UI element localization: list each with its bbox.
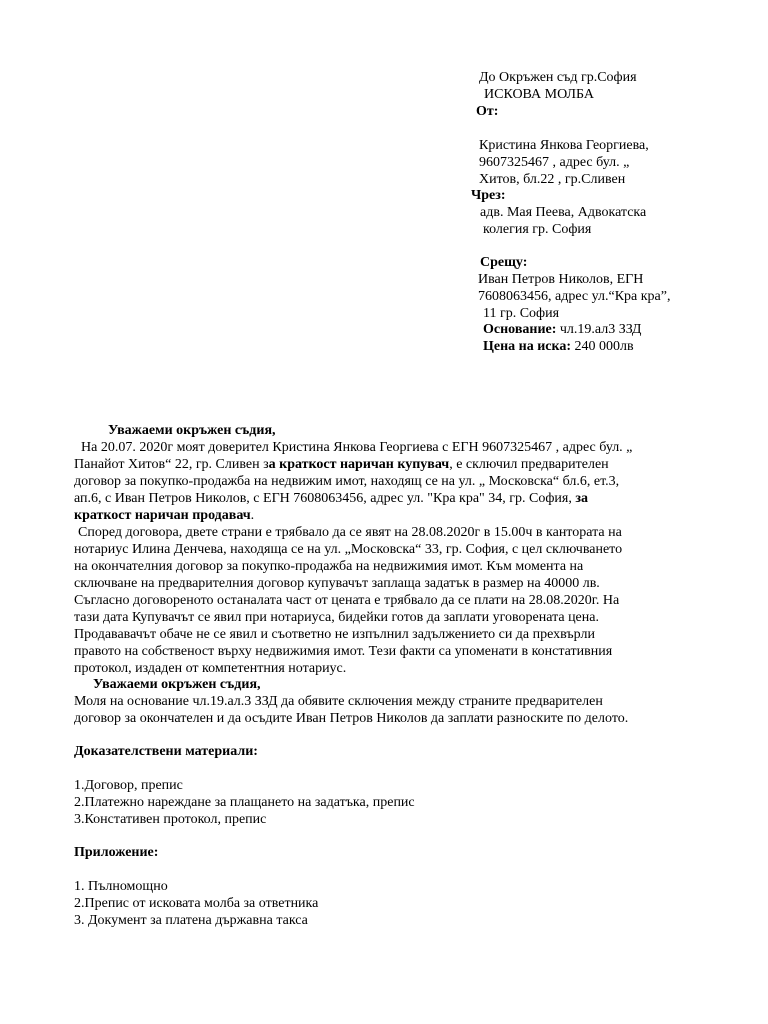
list-item: 2.Препис от исковата молба за ответника (74, 896, 319, 911)
list-item: 2.Платежно нареждане за плащането на задатъка, препис (74, 795, 415, 810)
basis-value: чл.19.ал3 ЗЗД (559, 322, 642, 337)
paragraph-line: Съгласно договореното останалата част от цената е трябвало да се плати на 28.08.2020г. На (74, 593, 620, 608)
salutation (108, 422, 276, 439)
via-label-text: Чрез: (471, 188, 506, 203)
basis-row (483, 321, 641, 338)
paragraph-line: нотариус Илина Денчева, находяща се на ул. „Московска“ 33, гр. София, с цел сключването (74, 542, 623, 557)
claim-label: Цена на иска: (483, 339, 572, 354)
paragraph-line: Моля на основание чл.19.ал.3 ЗЗД да обявите сключения между страните предварителен (74, 694, 603, 709)
salutation-2-text: Уважаеми окръжен съдия, (93, 677, 261, 692)
from-label (476, 103, 498, 120)
defendant-block (478, 271, 670, 322)
list-item: 1.Договор, препис (74, 778, 183, 793)
attorney-block (480, 204, 646, 238)
attorney-line: адв. Мая Пеева, Адвокатска (480, 205, 647, 220)
via-label (471, 187, 506, 204)
paragraph-line: договор за покупко-продажба на недвижим имот, находящ се на ул. „ Московска“ бл.6, ет.3, (74, 474, 620, 489)
basis-label: Основание: (483, 322, 557, 337)
paragraph-line: Според договора, двете страни е трябвало да се явят на 28.08.2020г в 15.00ч в кантората на (78, 525, 622, 540)
list-item: 3.Констативен протокол, препис (74, 812, 267, 827)
paragraph-line: тази дата Купувачът се явил при нотариуса, бидейки готов да заплати уговорената цена. (74, 610, 599, 625)
claim-row (483, 338, 634, 355)
buyer-term: а краткост наричан купувач (268, 457, 450, 472)
paragraph-line: договор за окончателен и да осъдите Иван Петров Николов да заплати разноските по делото. (74, 711, 629, 726)
salutation-text: Уважаеми окръжен съдия, (108, 423, 276, 438)
against-label (480, 254, 527, 271)
seller-term: краткост наричан продавач (74, 508, 251, 523)
paragraph-line: правото на собственост върху недвижимия имот. Тези факти са упоменати в констативния (74, 644, 613, 659)
paragraph-3 (74, 693, 714, 727)
plaintiff-line: 9607325467 , адрес бул. „ (479, 155, 630, 170)
from-label-text: От: (476, 104, 499, 119)
defendant-line: Иван Петров Николов, ЕГН (478, 272, 644, 287)
evidence-heading (74, 743, 258, 760)
paragraph-line: сключване на предварителния договор купувачът заплаща задатък в размер на 40000 лв. (74, 576, 600, 591)
attorney-line: колегия гр. София (483, 222, 592, 237)
salutation-2 (93, 676, 261, 693)
attachments-heading-text: Приложение: (74, 845, 159, 860)
list-item: 1. Пълномощно (74, 879, 168, 894)
defendant-line: 11 гр. София (483, 306, 560, 321)
paragraph-line: На 20.07. 2020г моят доверител Кристина Янкова Георгиева с ЕГН 9607325467 , адрес бул. „ (81, 440, 633, 455)
attachments-list (74, 878, 318, 929)
plaintiff-line: Кристина Янкова Георгиева, (479, 138, 649, 153)
document-title-text: ИСКОВА МОЛБА (484, 87, 594, 102)
paragraph-line: на окончателния договор за покупко-продажба на недвижимия имот. Към момента на (74, 559, 584, 574)
paragraph-line: протокол, издаден от компетентния нотариус. (74, 661, 347, 676)
claim-value: 240 000лв (574, 339, 634, 354)
paragraph-line: Панайот Хитов“ 22, гр. Сливен за краткост наричан купувач, е сключил предварителен (74, 457, 609, 472)
defendant-line: 7608063456, адрес ул.“Кра кра”, (478, 289, 671, 304)
attachments-heading (74, 844, 158, 861)
evidence-heading-text: Доказателствени материали: (74, 744, 258, 759)
paragraph-line: Продававачът обаче не се явил и съответно не изпълнил задължението си да прехвърли (74, 627, 595, 642)
court-addressee (479, 69, 637, 86)
plaintiff-block (479, 137, 649, 188)
paragraph-1 (74, 439, 714, 524)
evidence-list (74, 777, 415, 828)
document-title (484, 86, 594, 103)
paragraph-line: краткост наричан продавач. (74, 508, 255, 523)
list-item: 3. Документ за платена държавна такса (74, 913, 308, 928)
court-name: До Окръжен съд гр.София (479, 70, 637, 85)
against-label-text: Срещу: (480, 255, 528, 270)
paragraph-2 (74, 524, 714, 677)
paragraph-line: ап.6, с Иван Петров Николов, с ЕГН 7608063456, адрес ул. "Кра кра" 34, гр. София, за (74, 491, 588, 506)
plaintiff-line: Хитов, бл.22 , гр.Сливен (479, 172, 626, 187)
